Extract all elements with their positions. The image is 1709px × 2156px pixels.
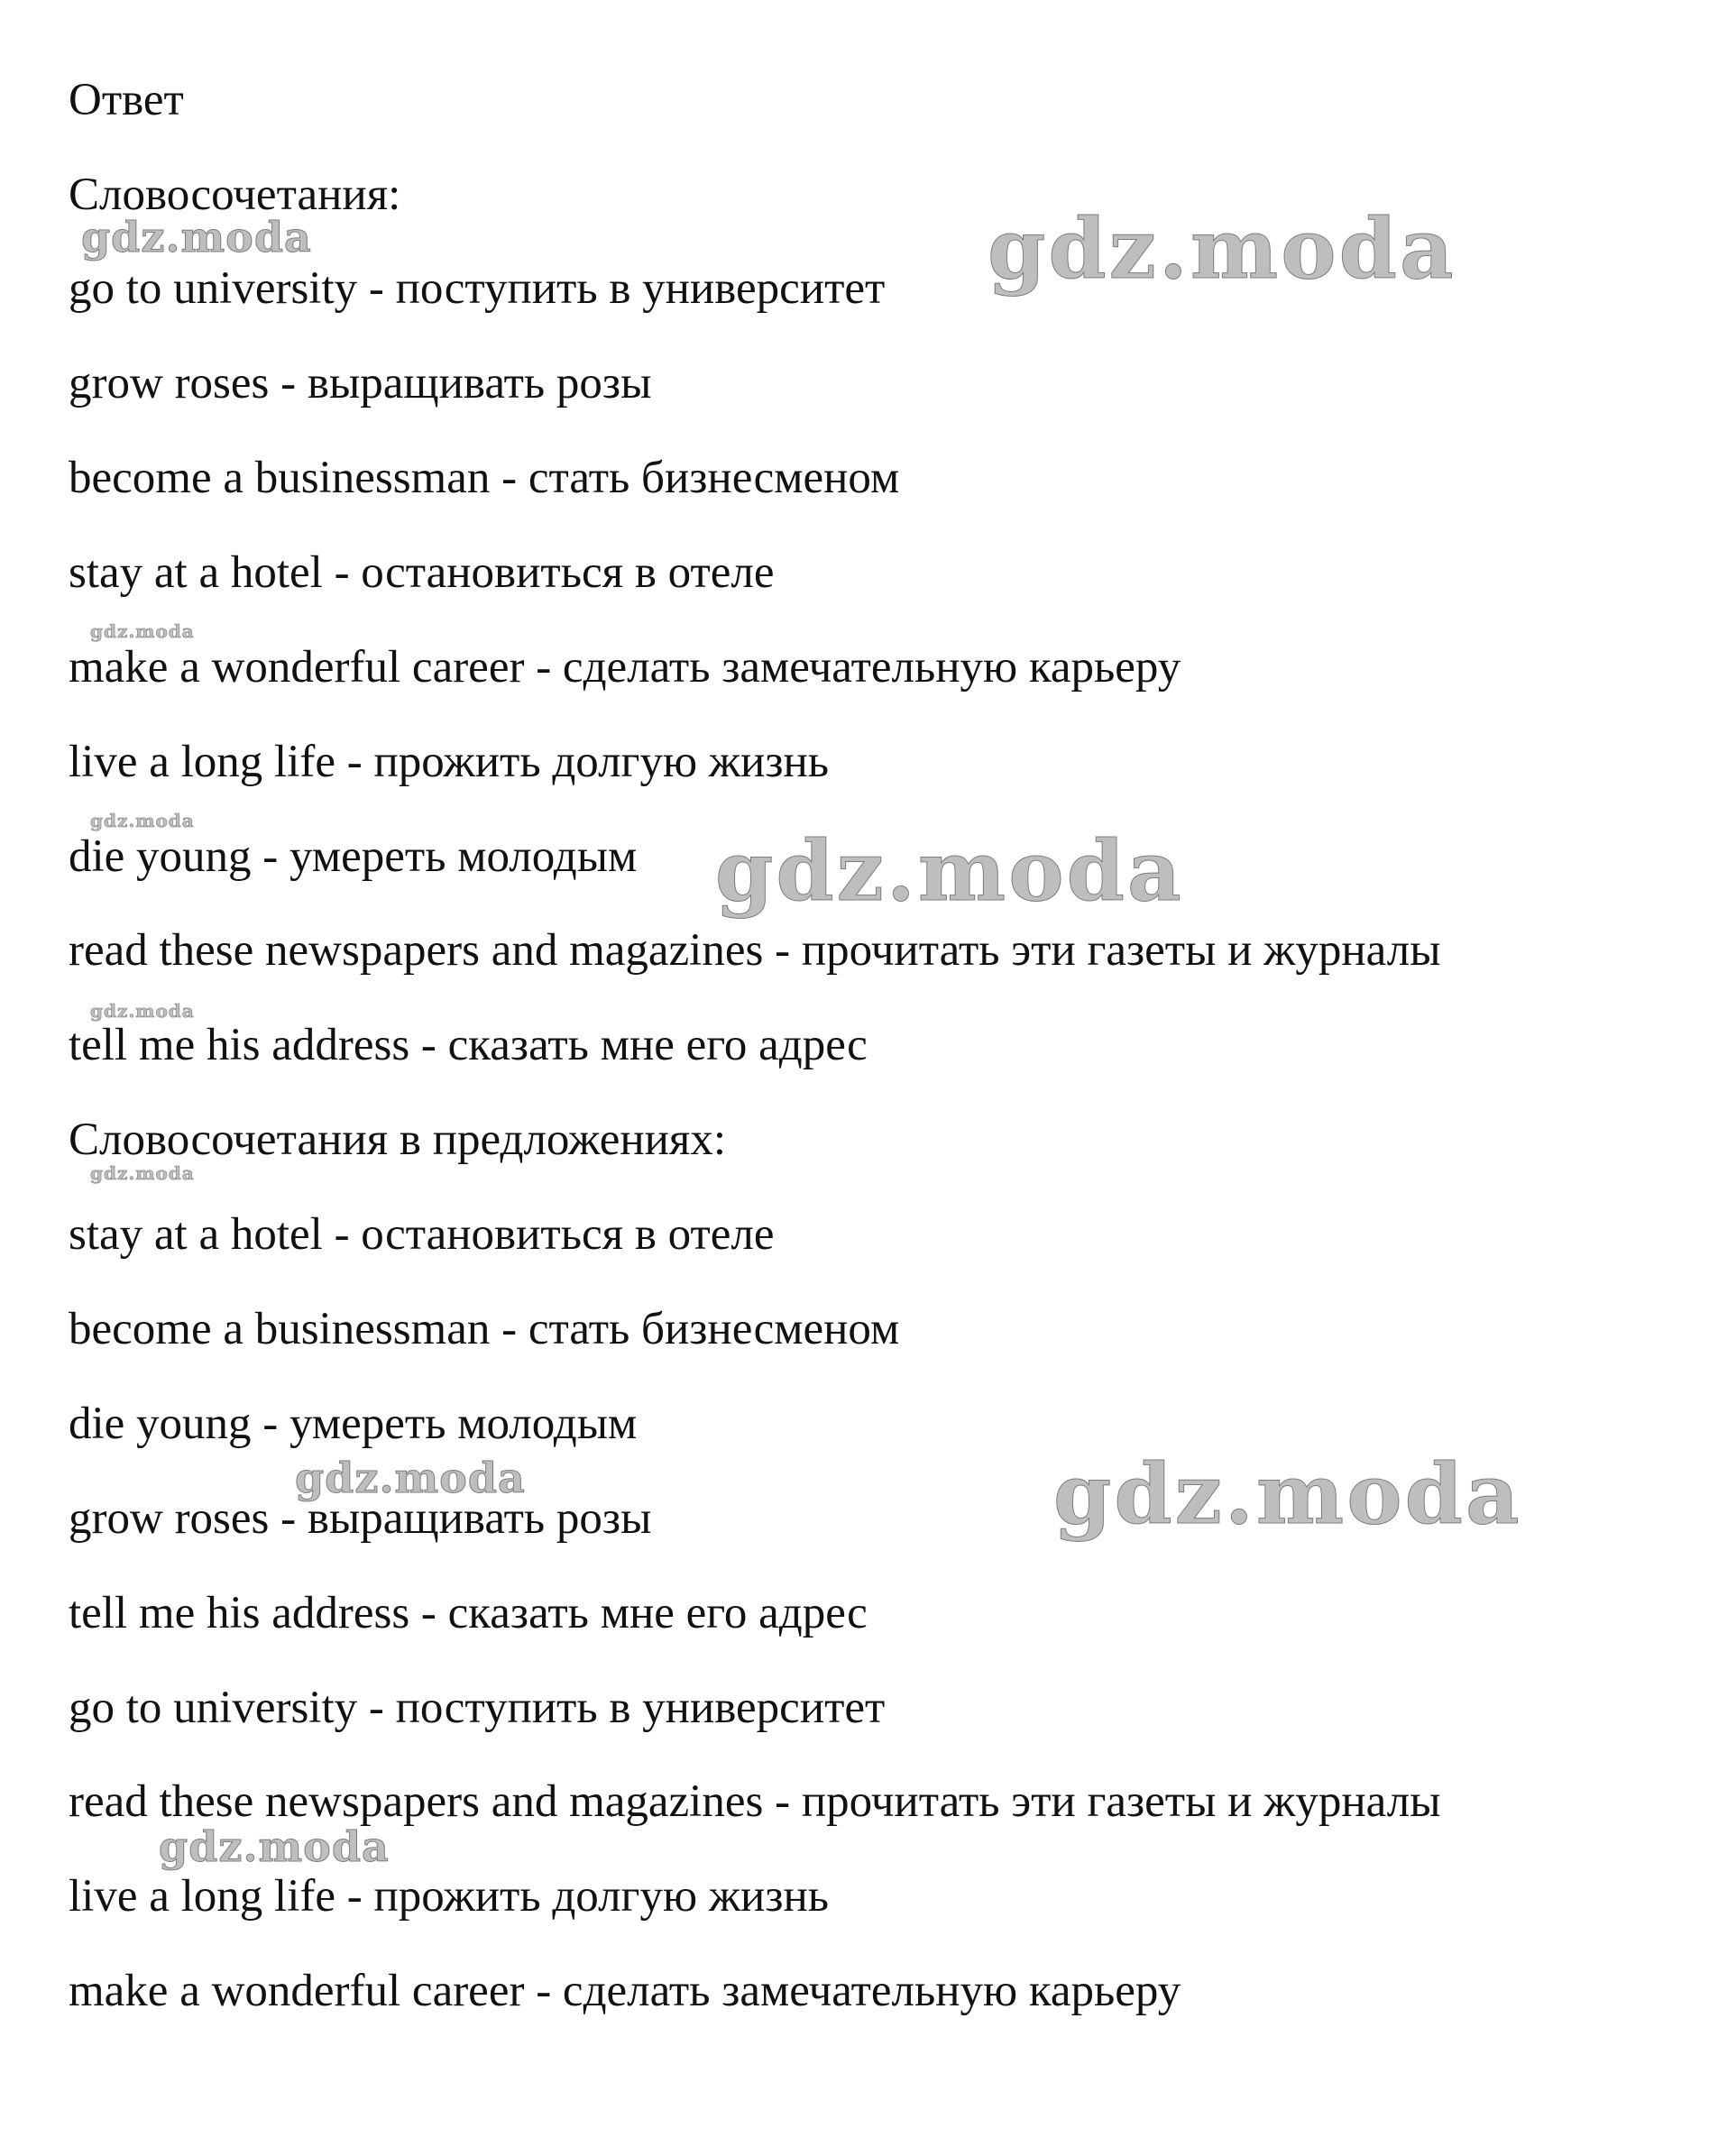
section1-item: live a long life - прожить долгую жизнь — [69, 737, 830, 787]
section2-title: Словосочетания в предложениях: — [69, 1115, 727, 1165]
section2-item: go to university - поступить в университет — [69, 1683, 886, 1733]
section2-item: read these newspapers and magazines - прочитать эти газеты и журналы — [69, 1776, 1441, 1827]
section2-item: stay at a hotel - остановиться в отеле — [69, 1209, 775, 1260]
section1-item: make a wonderful career - сделать замечательную карьеру — [69, 642, 1181, 693]
section1-item: tell me his address - сказать мне его адрес — [69, 1020, 868, 1070]
watermark-logo: gdz.moda — [715, 822, 1184, 920]
watermark-logo: gdz.moda — [90, 810, 195, 831]
section2-item: live a long life - прожить долгую жизнь — [69, 1871, 830, 1922]
section2-item: grow roses - выращивать розы — [69, 1493, 652, 1544]
section1-item: stay at a hotel - остановиться в отеле — [69, 547, 775, 598]
watermark-logo: gdz.moda — [295, 1454, 526, 1502]
watermark-logo: gdz.moda — [81, 213, 312, 261]
section1-item: grow roses - выращивать розы — [69, 358, 652, 408]
watermark-logo: gdz.moda — [90, 620, 195, 642]
section2-item: make a wonderful career - сделать замечательную карьеру — [69, 1966, 1181, 2016]
answer-heading: Ответ — [69, 75, 184, 125]
watermark-logo: gdz.moda — [988, 200, 1456, 298]
section2-item: become a businessman - стать бизнесменом — [69, 1304, 900, 1354]
section1-item: go to university - поступить в университет — [69, 263, 886, 314]
watermark-logo: gdz.moda — [90, 1000, 195, 1022]
watermark-logo: gdz.moda — [90, 1162, 195, 1184]
section1-item: die young - умереть молодым — [69, 831, 638, 882]
section1-item: become a businessman - стать бизнесменом — [69, 453, 900, 503]
section2-item: die young - умереть молодым — [69, 1399, 638, 1449]
section1-item: read these newspapers and magazines - прочитать эти газеты и журналы — [69, 925, 1441, 976]
watermark-logo: gdz.moda — [1053, 1445, 1522, 1543]
section1-title: Словосочетания: — [69, 170, 401, 220]
watermark-logo: gdz.moda — [159, 1822, 390, 1871]
section2-item: tell me his address - сказать мне его адрес — [69, 1588, 868, 1638]
